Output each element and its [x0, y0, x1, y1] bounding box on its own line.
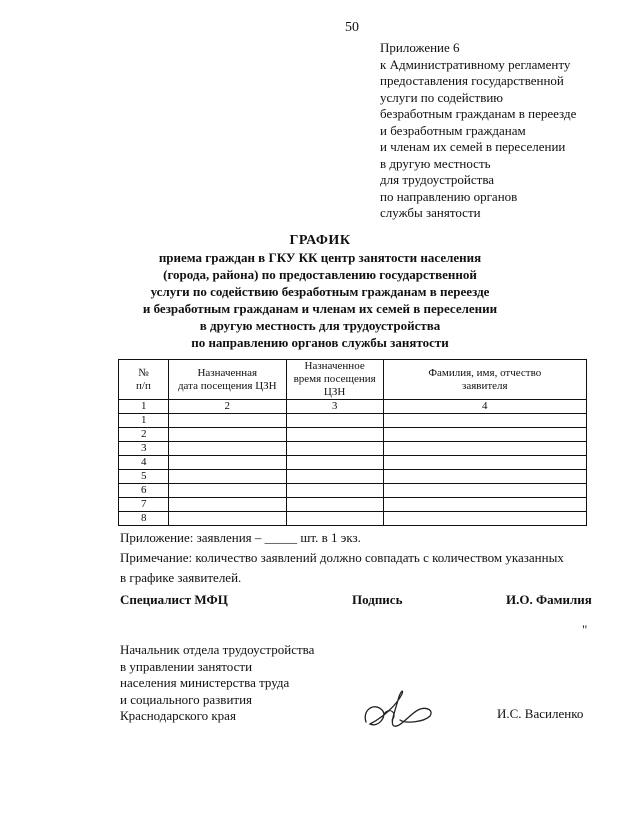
appendix-line: услуги по содействию — [380, 89, 503, 105]
head-position-block — [120, 642, 314, 725]
header-text: дата посещения ЦЗН — [177, 379, 277, 392]
schedule-table — [118, 359, 587, 526]
subtitle-line: по направлению органов службы занятости — [191, 335, 449, 350]
name-placeholder-label: И.О. Фамилия — [506, 592, 592, 607]
table-cell — [286, 470, 383, 484]
row-number: 6 — [119, 484, 169, 498]
table-cell — [168, 512, 286, 526]
note-line: Примечание: количество заявлений должно совпадать с количеством указанных — [120, 550, 564, 565]
header-text: время посещения ЦЗН — [293, 373, 376, 398]
head-position-line: Начальник отдела трудоустройства — [120, 642, 315, 657]
appendix-line: предоставления государственной — [380, 73, 564, 88]
quote-mark: " — [582, 622, 588, 637]
appendix-line: службы занятости — [380, 205, 481, 220]
table-cell — [286, 414, 383, 428]
subtitle-line: и безработным гражданам и членам их семей в переселении — [142, 301, 498, 316]
appendix-line: безработным гражданам в переезде — [380, 106, 577, 121]
table-cell — [168, 470, 286, 484]
handwritten-signature — [360, 684, 440, 734]
specialist-label: Специалист МФЦ — [120, 592, 228, 607]
appendix-line: и безработным гражданам — [380, 122, 526, 138]
header-text: Фамилия, имя, отчество — [428, 366, 542, 379]
appendix-line: к Административному регламенту — [380, 56, 571, 72]
row-number: 2 — [119, 428, 169, 442]
table-row — [119, 470, 587, 484]
header-time — [286, 360, 383, 400]
header-text: Назначенное — [304, 360, 365, 372]
page-number: 50 — [345, 20, 359, 35]
table-cell — [383, 470, 586, 484]
table-cell — [168, 442, 286, 456]
header-number — [119, 360, 169, 400]
table-index-row — [119, 400, 587, 414]
table-header-row — [119, 360, 587, 400]
table-row — [119, 428, 587, 442]
table-cell — [168, 484, 286, 498]
index-cell: 3 — [286, 400, 383, 414]
header-text: № — [138, 366, 149, 379]
index-cell: 4 — [383, 400, 586, 414]
header-name — [383, 360, 586, 400]
table-cell — [383, 414, 586, 428]
table-cell — [168, 414, 286, 428]
appendix-line: в другую местность — [380, 155, 491, 171]
table-cell — [383, 428, 586, 442]
head-position-line: населения министерства труда — [120, 675, 290, 690]
index-cell: 1 — [119, 400, 169, 414]
table-cell — [286, 484, 383, 498]
header-text: п/п — [136, 379, 151, 392]
table-cell — [383, 484, 586, 498]
header-text: Назначенная — [197, 366, 258, 379]
head-position-line: и социального развития — [120, 691, 253, 707]
header-date — [168, 360, 286, 400]
table-cell — [383, 498, 586, 512]
head-position-line: Краснодарского края — [120, 708, 236, 723]
table-cell — [286, 456, 383, 470]
index-cell: 2 — [168, 400, 286, 414]
attachment-line: Приложение: заявления – _____ шт. в 1 экз. — [120, 530, 361, 545]
header-text: заявителя — [461, 379, 508, 392]
table-cell — [168, 498, 286, 512]
row-number: 8 — [119, 512, 169, 526]
table-row — [119, 498, 587, 512]
row-number: 1 — [119, 414, 169, 428]
head-name: И.С. Василенко — [497, 706, 584, 721]
table-row — [119, 456, 587, 470]
table-cell — [168, 456, 286, 470]
table-cell — [168, 428, 286, 442]
table-row — [119, 484, 587, 498]
row-number: 7 — [119, 498, 169, 512]
table-cell — [383, 456, 586, 470]
signature-label: Подпись — [352, 592, 403, 607]
footer-text — [120, 528, 564, 588]
appendix-line: по направлению органов — [380, 188, 518, 204]
row-number: 4 — [119, 456, 169, 470]
title-block — [0, 232, 640, 351]
table-cell — [286, 512, 383, 526]
note-line: в графике заявителей. — [120, 570, 242, 585]
subtitle-line: в другую местность для трудоустройства — [199, 318, 441, 333]
table-cell — [383, 512, 586, 526]
table-row — [119, 414, 587, 428]
appendix-line: и членам их семей в переселении — [380, 139, 566, 154]
row-number: 5 — [119, 470, 169, 484]
subtitle-line: услуги по содействию безработным гражданам в переезде — [150, 284, 490, 299]
table-cell — [286, 498, 383, 512]
row-number: 3 — [119, 442, 169, 456]
document-title: ГРАФИК — [289, 233, 351, 248]
head-position-line: в управлении занятости — [120, 658, 253, 674]
appendix-block — [380, 40, 576, 222]
table-cell — [286, 442, 383, 456]
table-row — [119, 512, 587, 526]
table-cell — [383, 442, 586, 456]
subtitle-line: (города, района) по предоставлению государственной — [163, 267, 477, 282]
appendix-line: Приложение 6 — [380, 40, 460, 55]
table-row — [119, 442, 587, 456]
table-cell — [286, 428, 383, 442]
appendix-line: для трудоустройства — [380, 172, 495, 187]
subtitle-line: приема граждан в ГКУ КК центр занятости населения — [158, 250, 482, 265]
